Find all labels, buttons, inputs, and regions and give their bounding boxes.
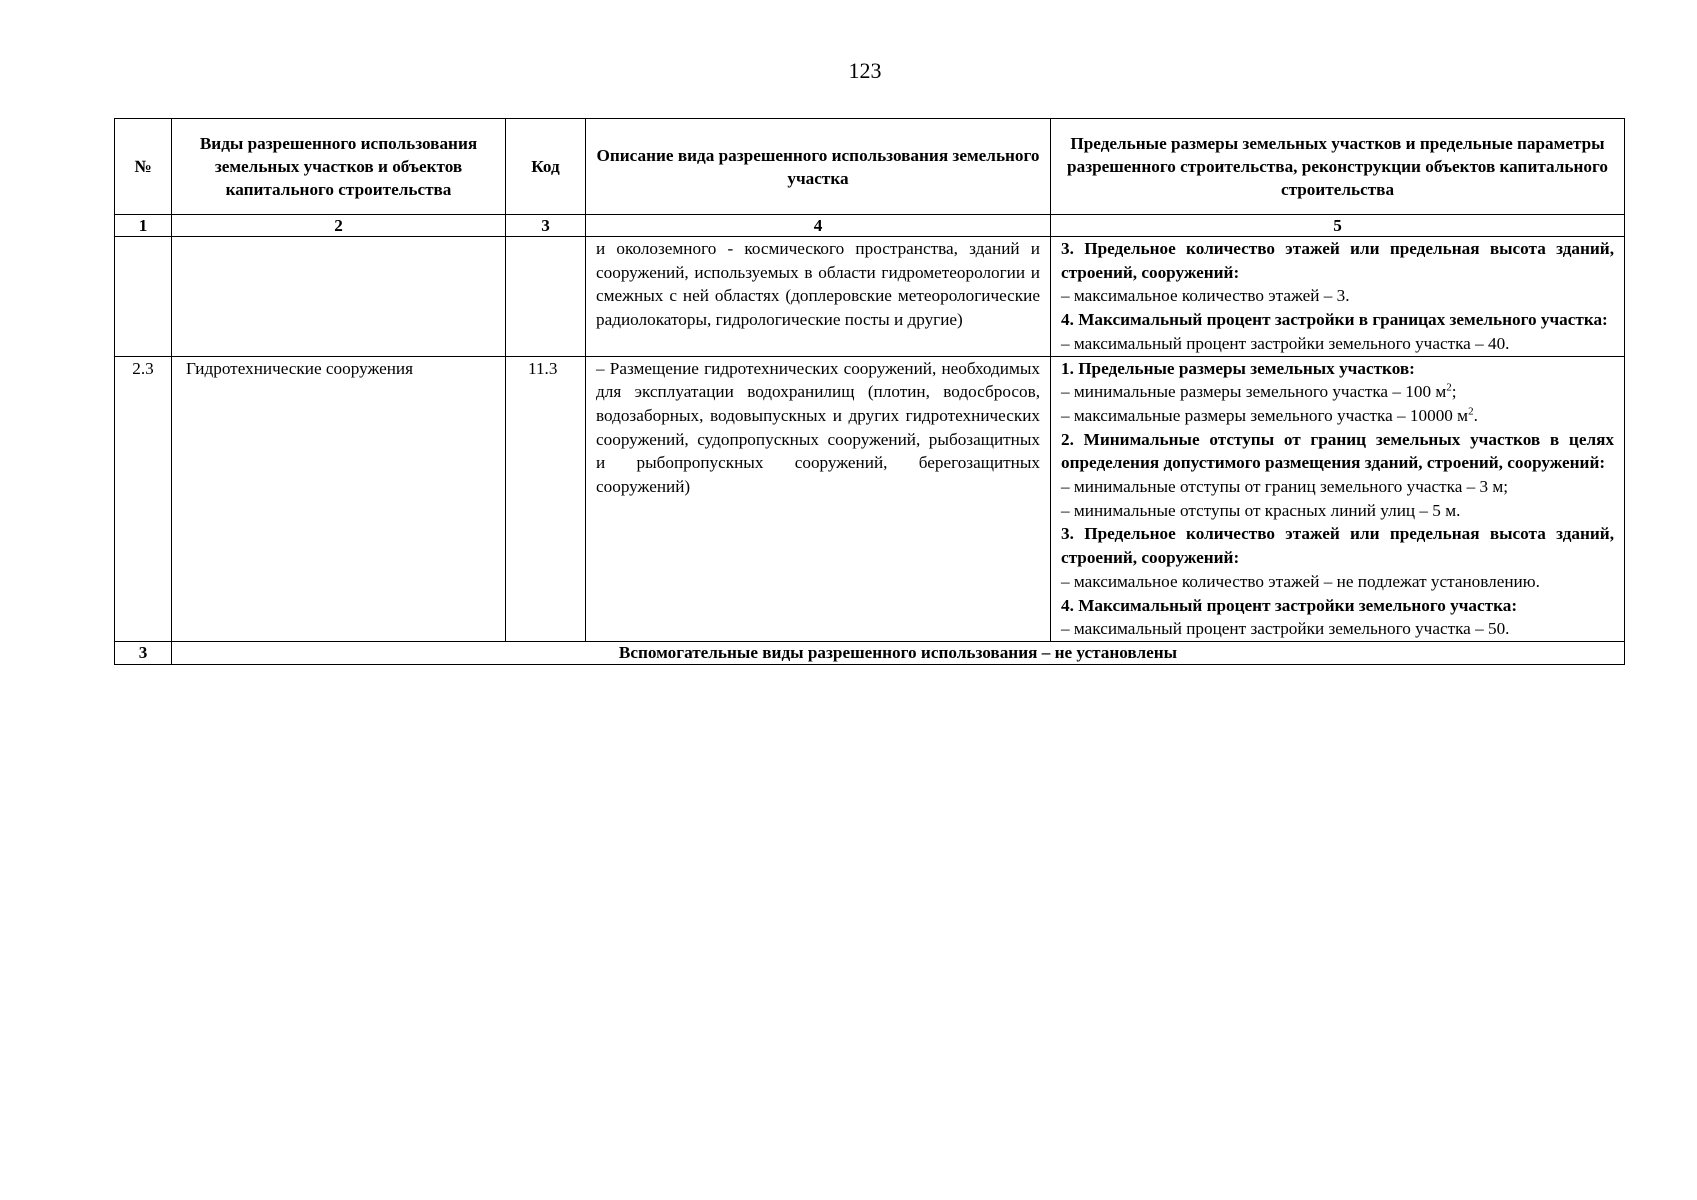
header-code: Код	[506, 119, 586, 215]
param-heading: 4. Максимальный процент застройки земельного участка:	[1061, 595, 1518, 615]
column-number: 4	[586, 215, 1051, 237]
table-row-auxiliary	[115, 641, 1625, 664]
cell-description: и околоземного - космического пространства, зданий и сооружений, используемых в области гидрометеорологии и смежных с ней областях (доплеровские метеорологические радиолокаторы, гидрологические посты и другие)	[586, 237, 1051, 357]
page-number: 123	[848, 58, 882, 83]
param-value: – максимальный процент застройки земельного участка – 40.	[1061, 333, 1510, 353]
param-value-text: – минимальные размеры земельного участка – 100 м	[1061, 382, 1447, 402]
header-description: Описание вида разрешенного использования земельного участка	[586, 119, 1051, 215]
cell-code: 11.3	[506, 356, 586, 641]
cell-name: Гидротехнические сооружения	[172, 356, 506, 641]
param-heading: 1. Предельные размеры земельных участков:	[1061, 358, 1415, 378]
header-number: №	[115, 119, 172, 215]
table-header-row	[115, 119, 1625, 215]
param-value: – минимальные отступы от границ земельного участка – 3 м;	[1061, 477, 1509, 497]
param-value	[1061, 380, 1614, 404]
cell-description: – Размещение гидротехнических сооружений, необходимых для эксплуатации водохранилищ (плотин, водосбросов, водозаборных, водовыпускных и других гидротехнических сооружений, судопропускных сооружений, рыбозащитных и рыбопропускных сооружений, берегозащитных сооружений)	[586, 356, 1051, 641]
cell-parameters	[1051, 356, 1625, 641]
param-value-end: ;	[1451, 382, 1457, 402]
param-value: – максимальное количество этажей – не подлежат установлению.	[1061, 571, 1540, 591]
param-value: – максимальное количество этажей – 3.	[1061, 286, 1350, 306]
cell-code	[506, 237, 586, 357]
land-use-table	[114, 118, 1625, 665]
table-row-continued	[115, 237, 1625, 357]
header-use-types: Виды разрешенного использования земельных участков и объектов капитального строительства	[172, 119, 506, 215]
cell-number: 3	[115, 641, 172, 664]
param-heading: 2. Минимальные отступы от границ земельных участков в целях определения допустимого размещения зданий, строений, сооружений:	[1061, 429, 1614, 473]
superscript: 2	[1468, 405, 1474, 418]
param-value: – максимальный процент застройки земельного участка – 50.	[1061, 619, 1510, 639]
cell-number: 2.3	[115, 356, 172, 641]
param-value-end: .	[1473, 405, 1478, 425]
column-number-row	[115, 215, 1625, 237]
column-number: 2	[172, 215, 506, 237]
cell-number	[115, 237, 172, 357]
param-value-text: – максимальные размеры земельного участка – 10000 м	[1061, 405, 1469, 425]
param-value: – минимальные отступы от красных линий улиц – 5 м.	[1061, 500, 1461, 520]
column-number: 3	[506, 215, 586, 237]
column-number: 5	[1051, 215, 1625, 237]
header-parameters: Предельные размеры земельных участков и предельные параметры разрешенного строительства, реконструкции объектов капитального строительства	[1051, 119, 1625, 215]
cell-parameters	[1051, 237, 1625, 357]
cell-auxiliary-uses: Вспомогательные виды разрешенного использования – не установлены	[172, 641, 1625, 664]
param-heading: 4. Максимальный процент застройки в границах земельного участка:	[1061, 310, 1608, 330]
param-heading: 3. Предельное количество этажей или предельная высота зданий, строений, сооружений:	[1061, 239, 1614, 282]
column-number: 1	[115, 215, 172, 237]
table-row	[115, 356, 1625, 641]
param-heading: 3. Предельное количество этажей или предельная высота зданий, строений, сооружений:	[1061, 524, 1614, 568]
param-value	[1061, 404, 1614, 428]
superscript: 2	[1446, 381, 1452, 394]
cell-name	[172, 237, 506, 357]
